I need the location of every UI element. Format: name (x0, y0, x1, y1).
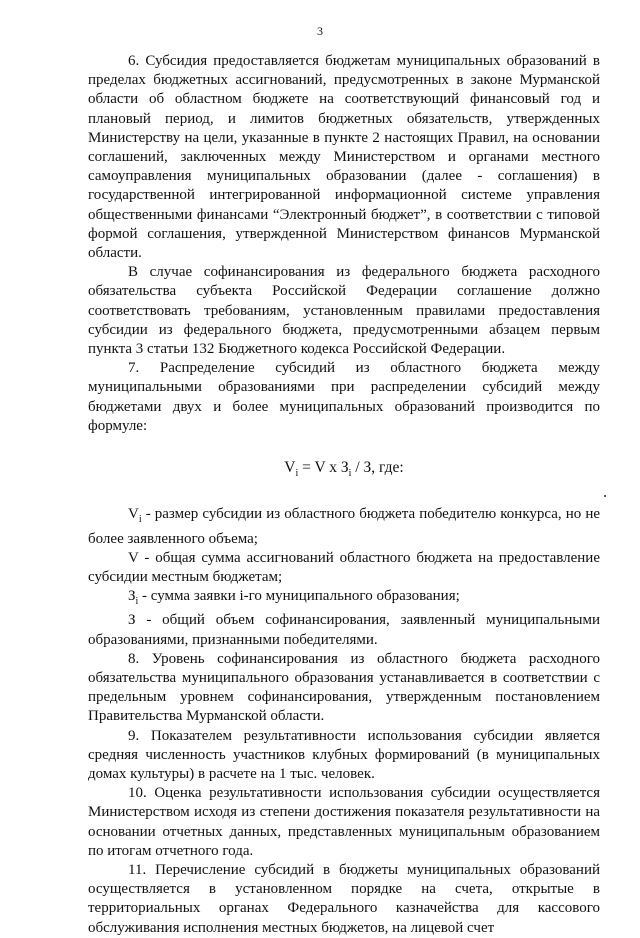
definition-zi (88, 587, 600, 611)
paragraph-10: 10. Оценка результативности использования субсидии осуществляется Министерством исходя из степени достижения показателя результативности на основании отчетных данных, представленных муниципальным образованием по итогам отчетного года. (88, 785, 600, 859)
definition-vi-symbol: V (128, 506, 139, 523)
document-body (88, 52, 600, 938)
formula-lhs-sub: i (295, 468, 299, 480)
distribution-formula (88, 458, 600, 483)
definition-z: З - общий объем софинансирования, заявленный муниципальными образованиями, признанными победителями. (88, 612, 600, 648)
definition-v: V - общая сумма ассигнований областного бюджета на предоставление субсидии местным бюджетам; (88, 549, 600, 585)
paragraph-8: 8. Уровень софинансирования из областного бюджета расходного обязательства муниципального образования устанавливается в соответствии с предельным уровнем софинансирования, утвержденным постановлением Правительства Мурманской области. (88, 650, 600, 725)
formula-lhs: V (284, 459, 296, 477)
scan-speck (604, 495, 606, 497)
definition-zi-symbol: З (128, 588, 136, 605)
paragraph-6-cofinancing: В случае софинансирования из федерального бюджета расходного обязательства субъекта Российской Федерации соглашение должно соответствовать требованиям, установленным правилами предоставления субсидии из федерального бюджета, предусмотренными абзацем первым пункта 3 статьи 132 Бюджетного кодекса Российской Федерации. (88, 264, 600, 358)
paragraph-11: 11. Перечисление субсидий в бюджеты муниципальных образований осуществляется в установленном порядке на счета, открытые в территориальных органах Федерального казначейства для кассового обслуживания исполнения местных бюджетов, на лицевой счет (88, 862, 600, 936)
definition-vi-sub: i (138, 514, 142, 526)
definition-vi (88, 505, 600, 548)
formula-rhs: / З, где: (351, 459, 404, 477)
definition-vi-text: - размер субсидии из областного бюджета победителю конкурса, но не более заявленного объема; (88, 506, 600, 547)
definition-zi-text: - сумма заявки i-го муниципального образования; (138, 588, 460, 605)
formula-mid-sub: i (348, 468, 352, 480)
formula-mid: = V x З (298, 459, 349, 477)
paragraph-6: 6. Субсидия предоставляется бюджетам муниципальных образований в пределах бюджетных ассигнований, предусмотренных в законе Мурманской области об областном бюджете на соответствующий финансовый год и плановый период, и лимитов бюджетных обязательств, утвержденных Министерству на цели, указанные в пункте 2 настоящих Правил, на основании соглашений, заключенных между Министерством и органами местного самоуправления муниципальных образовании (далее - соглашения) в государственной интегрированной информационной системе управления общественными финансами “Электронный бюджет”, в соответствии с типовой формой соглашения, утвержденной Министерством финансов Мурманской области. (88, 53, 600, 262)
paragraph-9: 9. Показателем результативности использования субсидии является средняя численность участников клубных формирований (в муниципальных домах культуры) в расчете на 1 тыс. человек. (88, 727, 600, 782)
page-number: 3 (317, 24, 323, 38)
definition-zi-sub: i (135, 596, 139, 608)
paragraph-7: 7. Распределение субсидий из областного бюджета между муниципальными образованиями при распределении субсидий между бюджетами двух и более муниципальных образований производится по формуле: (88, 360, 600, 434)
